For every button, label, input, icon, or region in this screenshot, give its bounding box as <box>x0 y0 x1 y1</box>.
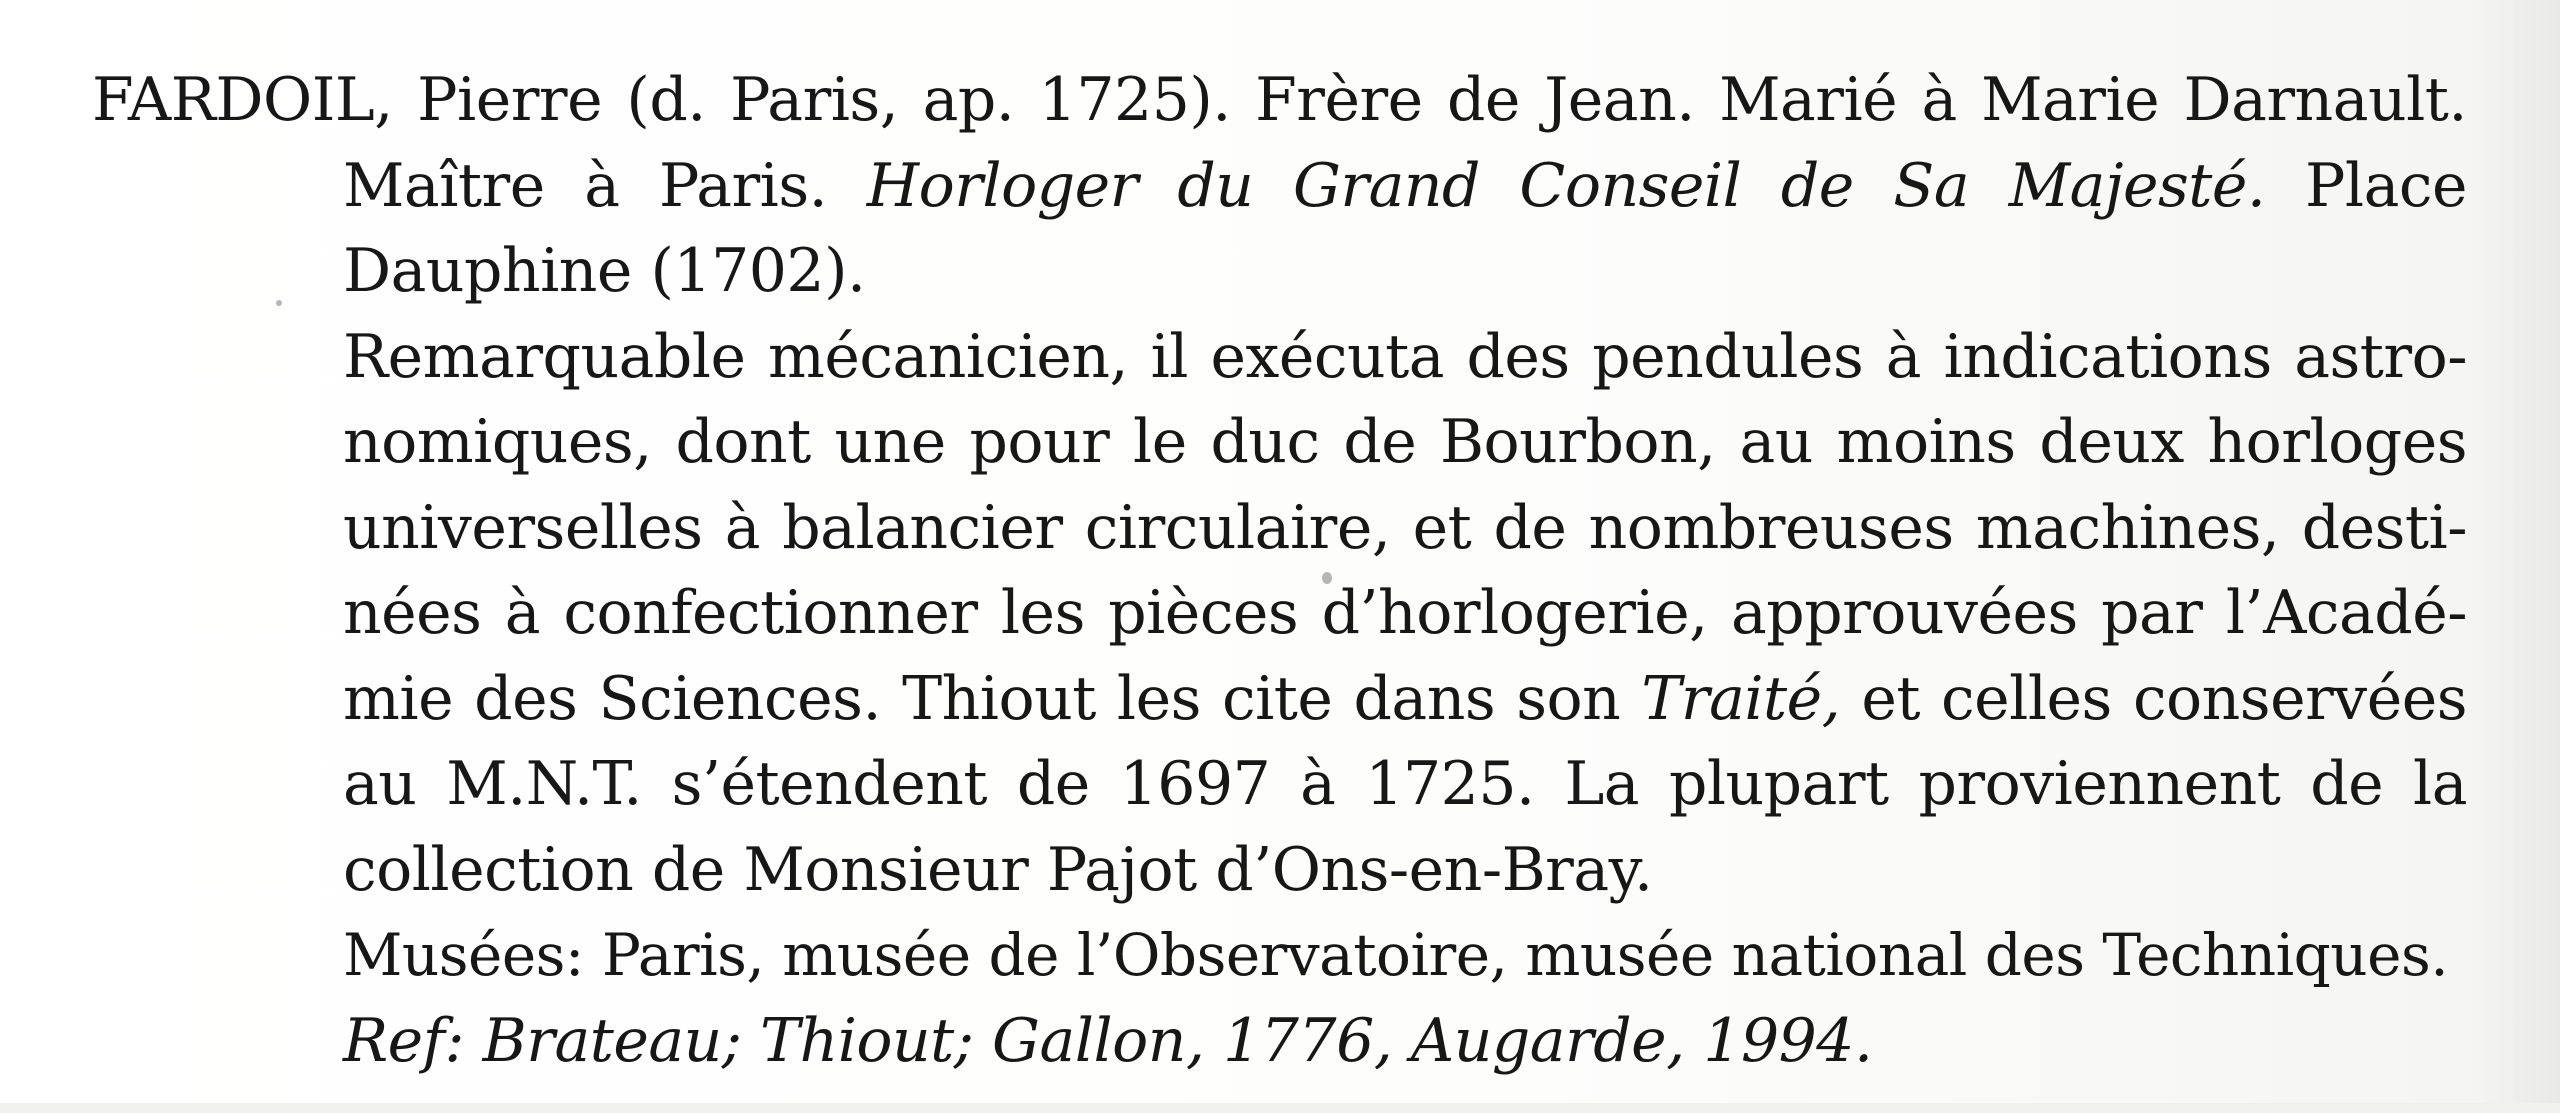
entry-references: Ref: Brateau; Thiout; Gallon, 1776, Augarde, 1994. <box>343 1005 1873 1076</box>
entry-text: mie des Sciences. Thiout les cite dans son <box>343 663 1642 734</box>
entry-header-details: (d. Paris, ap. 1725). Frère de Jean. Marié à Marie Darnault. <box>602 65 2467 135</box>
entry-line: Dauphine (1702). <box>343 236 866 306</box>
entry-line: nées à confectionner les pièces d’horlogerie, approuvées par l’Acadé- <box>343 578 2467 648</box>
entry-museums: Musées: Paris, musée de l’Observatoire, musée national des Techniques. <box>343 921 2449 989</box>
page-edge-shadow <box>2470 0 2560 1113</box>
entry-title-italic: Traité, <box>1641 663 1841 734</box>
dictionary-entry <box>92 58 2467 1084</box>
entry-title-italic: Horloger du Grand Conseil de Sa Majesté. <box>866 150 2266 221</box>
page-bottom-edge <box>0 1103 2560 1113</box>
entry-line: universelles à balancier circulaire, et de nombreuses machines, desti- <box>343 492 2467 563</box>
entry-header-line <box>92 58 2467 144</box>
entry-text: Place <box>2265 150 2468 221</box>
entry-line: collection de Monsieur Pajot d’Ons-en-Bray. <box>343 834 1653 905</box>
entry-line: au M.N.T. s’étendent de 1697 à 1725. La plupart proviennent de la <box>343 749 2467 819</box>
entry-line: Remarquable mécanicien, il exécuta des pendules à indications astro- <box>343 321 2467 392</box>
entry-line <box>92 657 2467 743</box>
entry-text: et celles conservées <box>1840 663 2467 734</box>
entry-name: FARDOIL, Pierre <box>92 65 603 135</box>
entry-line <box>92 144 2467 230</box>
entry-line: nomiques, dont une pour le duc de Bourbon, au moins deux horloges <box>343 407 2467 477</box>
entry-text: Maître à Paris. <box>343 150 867 221</box>
